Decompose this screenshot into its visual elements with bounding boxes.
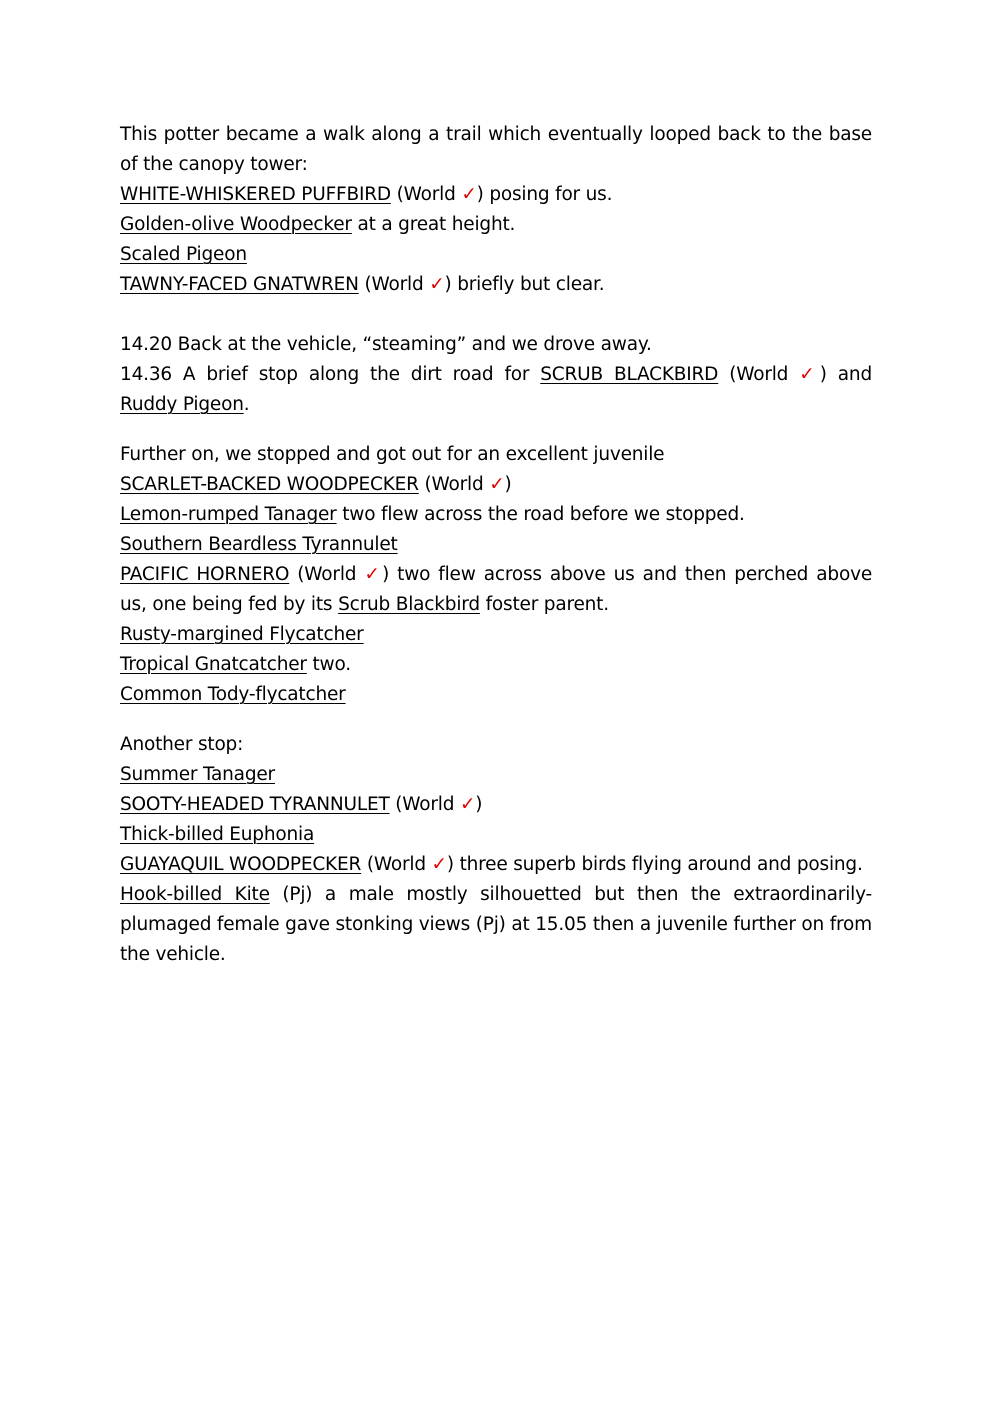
species-name: TAWNY-FACED GNATWREN: [120, 274, 359, 295]
log-line-ruddy-pigeon: Ruddy Pigeon.: [120, 394, 250, 415]
species-name: SCRUB BLACKBIRD: [540, 364, 719, 385]
entry-note: briefly but clear.: [451, 274, 605, 295]
species-name: Summer Tanager: [120, 764, 275, 785]
entry-summer-tanager: [120, 760, 872, 790]
species-name: Ruddy Pigeon: [120, 394, 244, 415]
species-name: Common Tody-flycatcher: [120, 684, 346, 705]
entry-note: at a great height.: [351, 214, 516, 235]
entry-note: posing for us.: [483, 184, 613, 205]
species-name: SOOTY-HEADED TYRANNULET: [120, 794, 390, 815]
document-page: [120, 120, 872, 970]
section-further-on: [120, 440, 872, 710]
world-label: (World: [396, 184, 462, 205]
entry-hook-billed-kite: [120, 880, 872, 970]
paragraph-intro: This potter became a walk along a trail which eventually looped back to the base of the canopy tower:: [120, 124, 872, 175]
entry-pacific-hornero: PACIFIC HORNERO (World ✓) two flew across above us and then perched above: [120, 564, 873, 585]
check-mark-icon: ✓: [429, 274, 445, 295]
species-name: PACIFIC HORNERO: [120, 564, 290, 585]
entry-scarlet-backed-woodpecker: SCARLET-BACKED WOODPECKER (World ✓): [120, 474, 512, 495]
entry-note: two.: [306, 654, 351, 675]
entry-lemon-rumped-tanager: [120, 500, 872, 530]
entry-thick-billed-euphonia: [120, 820, 872, 850]
entry-rusty-margined-flycatcher: [120, 620, 872, 650]
entry-southern-beardless-tyrannulet: [120, 530, 872, 560]
world-label: (World: [297, 564, 365, 585]
world-label: (World: [729, 364, 800, 385]
species-name: Southern Beardless Tyrannulet: [120, 534, 398, 555]
entry-common-tody-flycatcher: [120, 680, 872, 710]
log-line-1420: 14.20 Back at the vehicle, “steaming” and we drove away.: [120, 334, 652, 355]
check-mark-icon: ✓: [459, 794, 476, 815]
entry-guayaquil-woodpecker: GUAYAQUIL WOODPECKER (World ✓) three superb birds flying around and posing.: [120, 854, 863, 875]
section-another-stop: [120, 730, 872, 970]
species-name: GUAYAQUIL WOODPECKER: [120, 854, 362, 875]
entry-sooty-headed-tyrannulet: SOOTY-HEADED TYRANNULET (World ✓): [120, 794, 483, 815]
paragraph-intro: Another stop:: [120, 734, 244, 755]
species-name: Tropical Gnatcatcher: [120, 654, 307, 675]
check-mark-icon: ✓: [799, 364, 820, 385]
section-vehicle: [120, 330, 872, 420]
species-name: Hook-billed Kite: [120, 884, 270, 905]
entry-note: three superb birds flying around and posing.: [453, 854, 863, 875]
species-name: WHITE-WHISKERED PUFFBIRD: [120, 184, 391, 205]
species-name: Scaled Pigeon: [120, 244, 247, 265]
species-name: SCARLET-BACKED WOODPECKER: [120, 474, 419, 495]
entry-note: (Pj) a male mostly silhouetted but then the extraordinarily-plumaged female gave stonking views (Pj) at 15.05 then a juvenile further on from the vehicle.: [120, 884, 872, 965]
check-mark-icon: ✓: [461, 184, 477, 205]
entry-pacific-hornero-cont: us, one being fed by its Scrub Blackbird foster parent.: [120, 594, 609, 615]
species-name: Lemon-rumped Tanager: [120, 504, 337, 525]
entry-golden-olive-woodpecker: [120, 210, 872, 240]
paragraph-intro: Further on, we stopped and got out for an excellent juvenile: [120, 444, 665, 465]
log-line-1436: 14.36 A brief stop along the dirt road for SCRUB BLACKBIRD (World ✓) and: [120, 364, 872, 385]
entry-note: two flew across the road before we stopped.: [336, 504, 745, 525]
world-label: (World: [366, 854, 432, 875]
species-name: Scrub Blackbird: [338, 594, 480, 615]
check-mark-icon: ✓: [489, 474, 505, 495]
entry-note: two flew across above us and then perched above: [389, 564, 873, 585]
entry-tropical-gnatcatcher: [120, 650, 872, 680]
world-label: (World: [395, 794, 460, 815]
species-name: Rusty-margined Flycatcher: [120, 624, 364, 645]
entry-white-whiskered-puffbird: WHITE-WHISKERED PUFFBIRD (World ✓) posing for us.: [120, 184, 613, 205]
check-mark-icon: ✓: [364, 564, 383, 585]
section-trail-walk: [120, 120, 872, 300]
world-label: (World: [364, 274, 430, 295]
check-mark-icon: ✓: [431, 854, 447, 875]
species-name: Golden-olive Woodpecker: [120, 214, 352, 235]
entry-tawny-faced-gnatwren: TAWNY-FACED GNATWREN (World ✓) briefly but clear.: [120, 274, 605, 295]
species-name: Thick-billed Euphonia: [120, 824, 315, 845]
entry-scaled-pigeon: [120, 240, 872, 270]
world-label: (World: [424, 474, 490, 495]
